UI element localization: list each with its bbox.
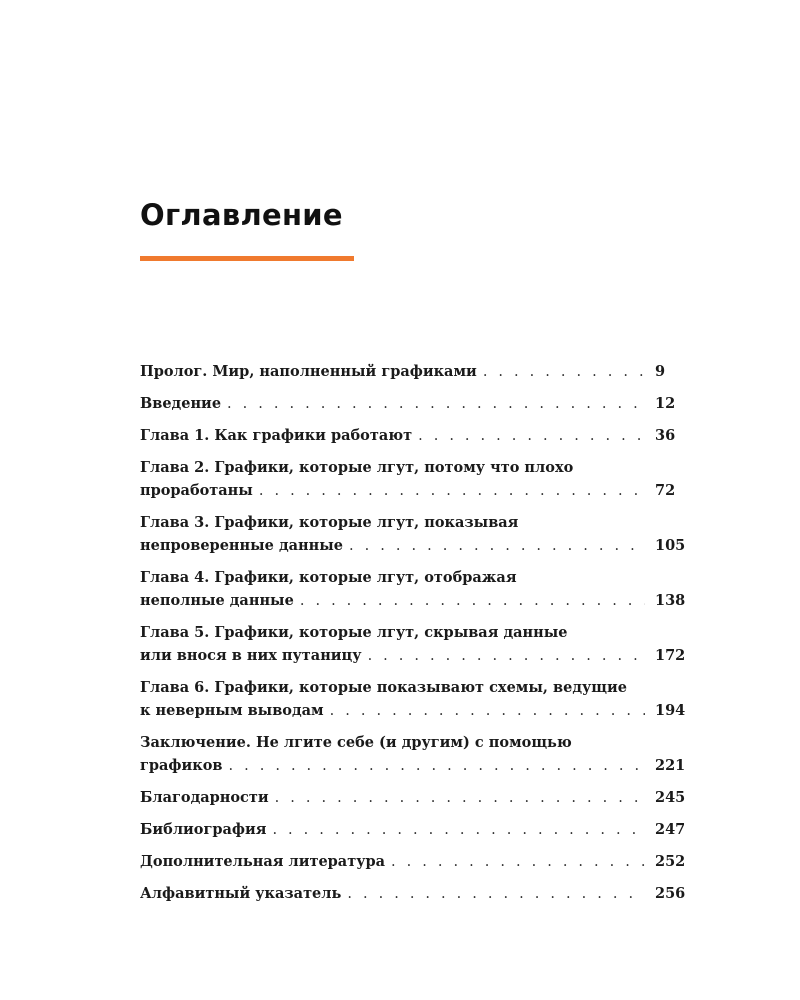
toc-entry-title: Пролог. Мир, наполненный графиками: [140, 363, 477, 380]
dot-leader: [391, 851, 645, 874]
dot-leader: [349, 535, 645, 558]
toc-entry-title-line2: неполные данные: [140, 592, 294, 609]
dot-leader: [259, 480, 645, 503]
toc-entry-conclusion[interactable]: [140, 731, 685, 778]
toc-entry-chapter-1[interactable]: [140, 424, 685, 448]
toc-page-number: 247: [655, 821, 686, 838]
dot-leader: [228, 755, 645, 778]
dot-leader: [227, 393, 645, 416]
toc-entry-title-line1: Заключение. Не лгите себе (и другим) с помощью: [140, 734, 572, 751]
toc-page-number: 12: [655, 395, 676, 412]
toc-entry-bibliography[interactable]: [140, 818, 685, 842]
toc-page-number: 105: [655, 537, 686, 554]
dot-leader: [368, 645, 645, 668]
toc-entry-title: Благодарности: [140, 789, 269, 806]
toc-entry-title-line1: Глава 6. Графики, которые показывают схемы, ведущие: [140, 679, 627, 696]
toc-entry-introduction[interactable]: [140, 392, 685, 416]
toc-entry-chapter-3[interactable]: [140, 511, 685, 558]
dot-leader: [275, 787, 645, 810]
toc-entry-title-line2: графиков: [140, 757, 223, 774]
toc-page-number: 194: [655, 702, 686, 719]
toc-entry-index[interactable]: [140, 882, 685, 906]
toc-page-number: 245: [655, 789, 686, 806]
toc-entry-title-line1: Глава 2. Графики, которые лгут, потому что плохо: [140, 459, 574, 476]
toc-entry-title: Введение: [140, 395, 222, 412]
title-underline: [140, 256, 354, 261]
toc-entry-title-line2: непроверенные данные: [140, 537, 344, 554]
toc-entry-further-reading[interactable]: [140, 850, 685, 874]
dot-leader: [347, 883, 645, 906]
dot-leader: [300, 590, 645, 613]
toc-entry-chapter-6[interactable]: [140, 676, 685, 723]
toc-entry-title-line2: проработаны: [140, 482, 253, 499]
toc-page-number: 9: [655, 363, 666, 380]
toc-entry-acknowledgements[interactable]: [140, 786, 685, 810]
toc-entry-chapter-5[interactable]: [140, 621, 685, 668]
toc-entry-chapter-2[interactable]: [140, 456, 685, 503]
toc-entry-chapter-4[interactable]: [140, 566, 685, 613]
toc-page-number: 36: [655, 427, 676, 444]
toc-page-number: 252: [655, 853, 686, 870]
toc-entry-title-line1: Глава 5. Графики, которые лгут, скрывая данные: [140, 624, 568, 641]
dot-leader: [418, 425, 645, 448]
toc-page-number: 256: [655, 885, 686, 902]
toc-page-number: 172: [655, 647, 686, 664]
toc-entry-title-line1: Глава 4. Графики, которые лгут, отображая: [140, 569, 517, 586]
toc-page-number: 138: [655, 592, 686, 609]
toc-entry-title-line2: к неверным выводам: [140, 702, 324, 719]
dot-leader: [330, 700, 645, 723]
toc-entry-title: Дополнительная литература: [140, 853, 386, 870]
dot-leader: [483, 361, 645, 384]
table-of-contents: [140, 360, 685, 914]
page-title: Оглавление: [140, 198, 343, 232]
toc-entry-title: Алфавитный указатель: [140, 885, 342, 902]
toc-entry-title-line2: или внося в них путаницу: [140, 647, 362, 664]
toc-page-number: 72: [655, 482, 676, 499]
toc-page-number: 221: [655, 757, 686, 774]
toc-entry-prologue[interactable]: [140, 360, 685, 384]
dot-leader: [272, 819, 645, 842]
toc-entry-title: Глава 1. Как графики работают: [140, 427, 413, 444]
toc-entry-title-line1: Глава 3. Графики, которые лгут, показывая: [140, 514, 519, 531]
toc-entry-title: Библиография: [140, 821, 267, 838]
